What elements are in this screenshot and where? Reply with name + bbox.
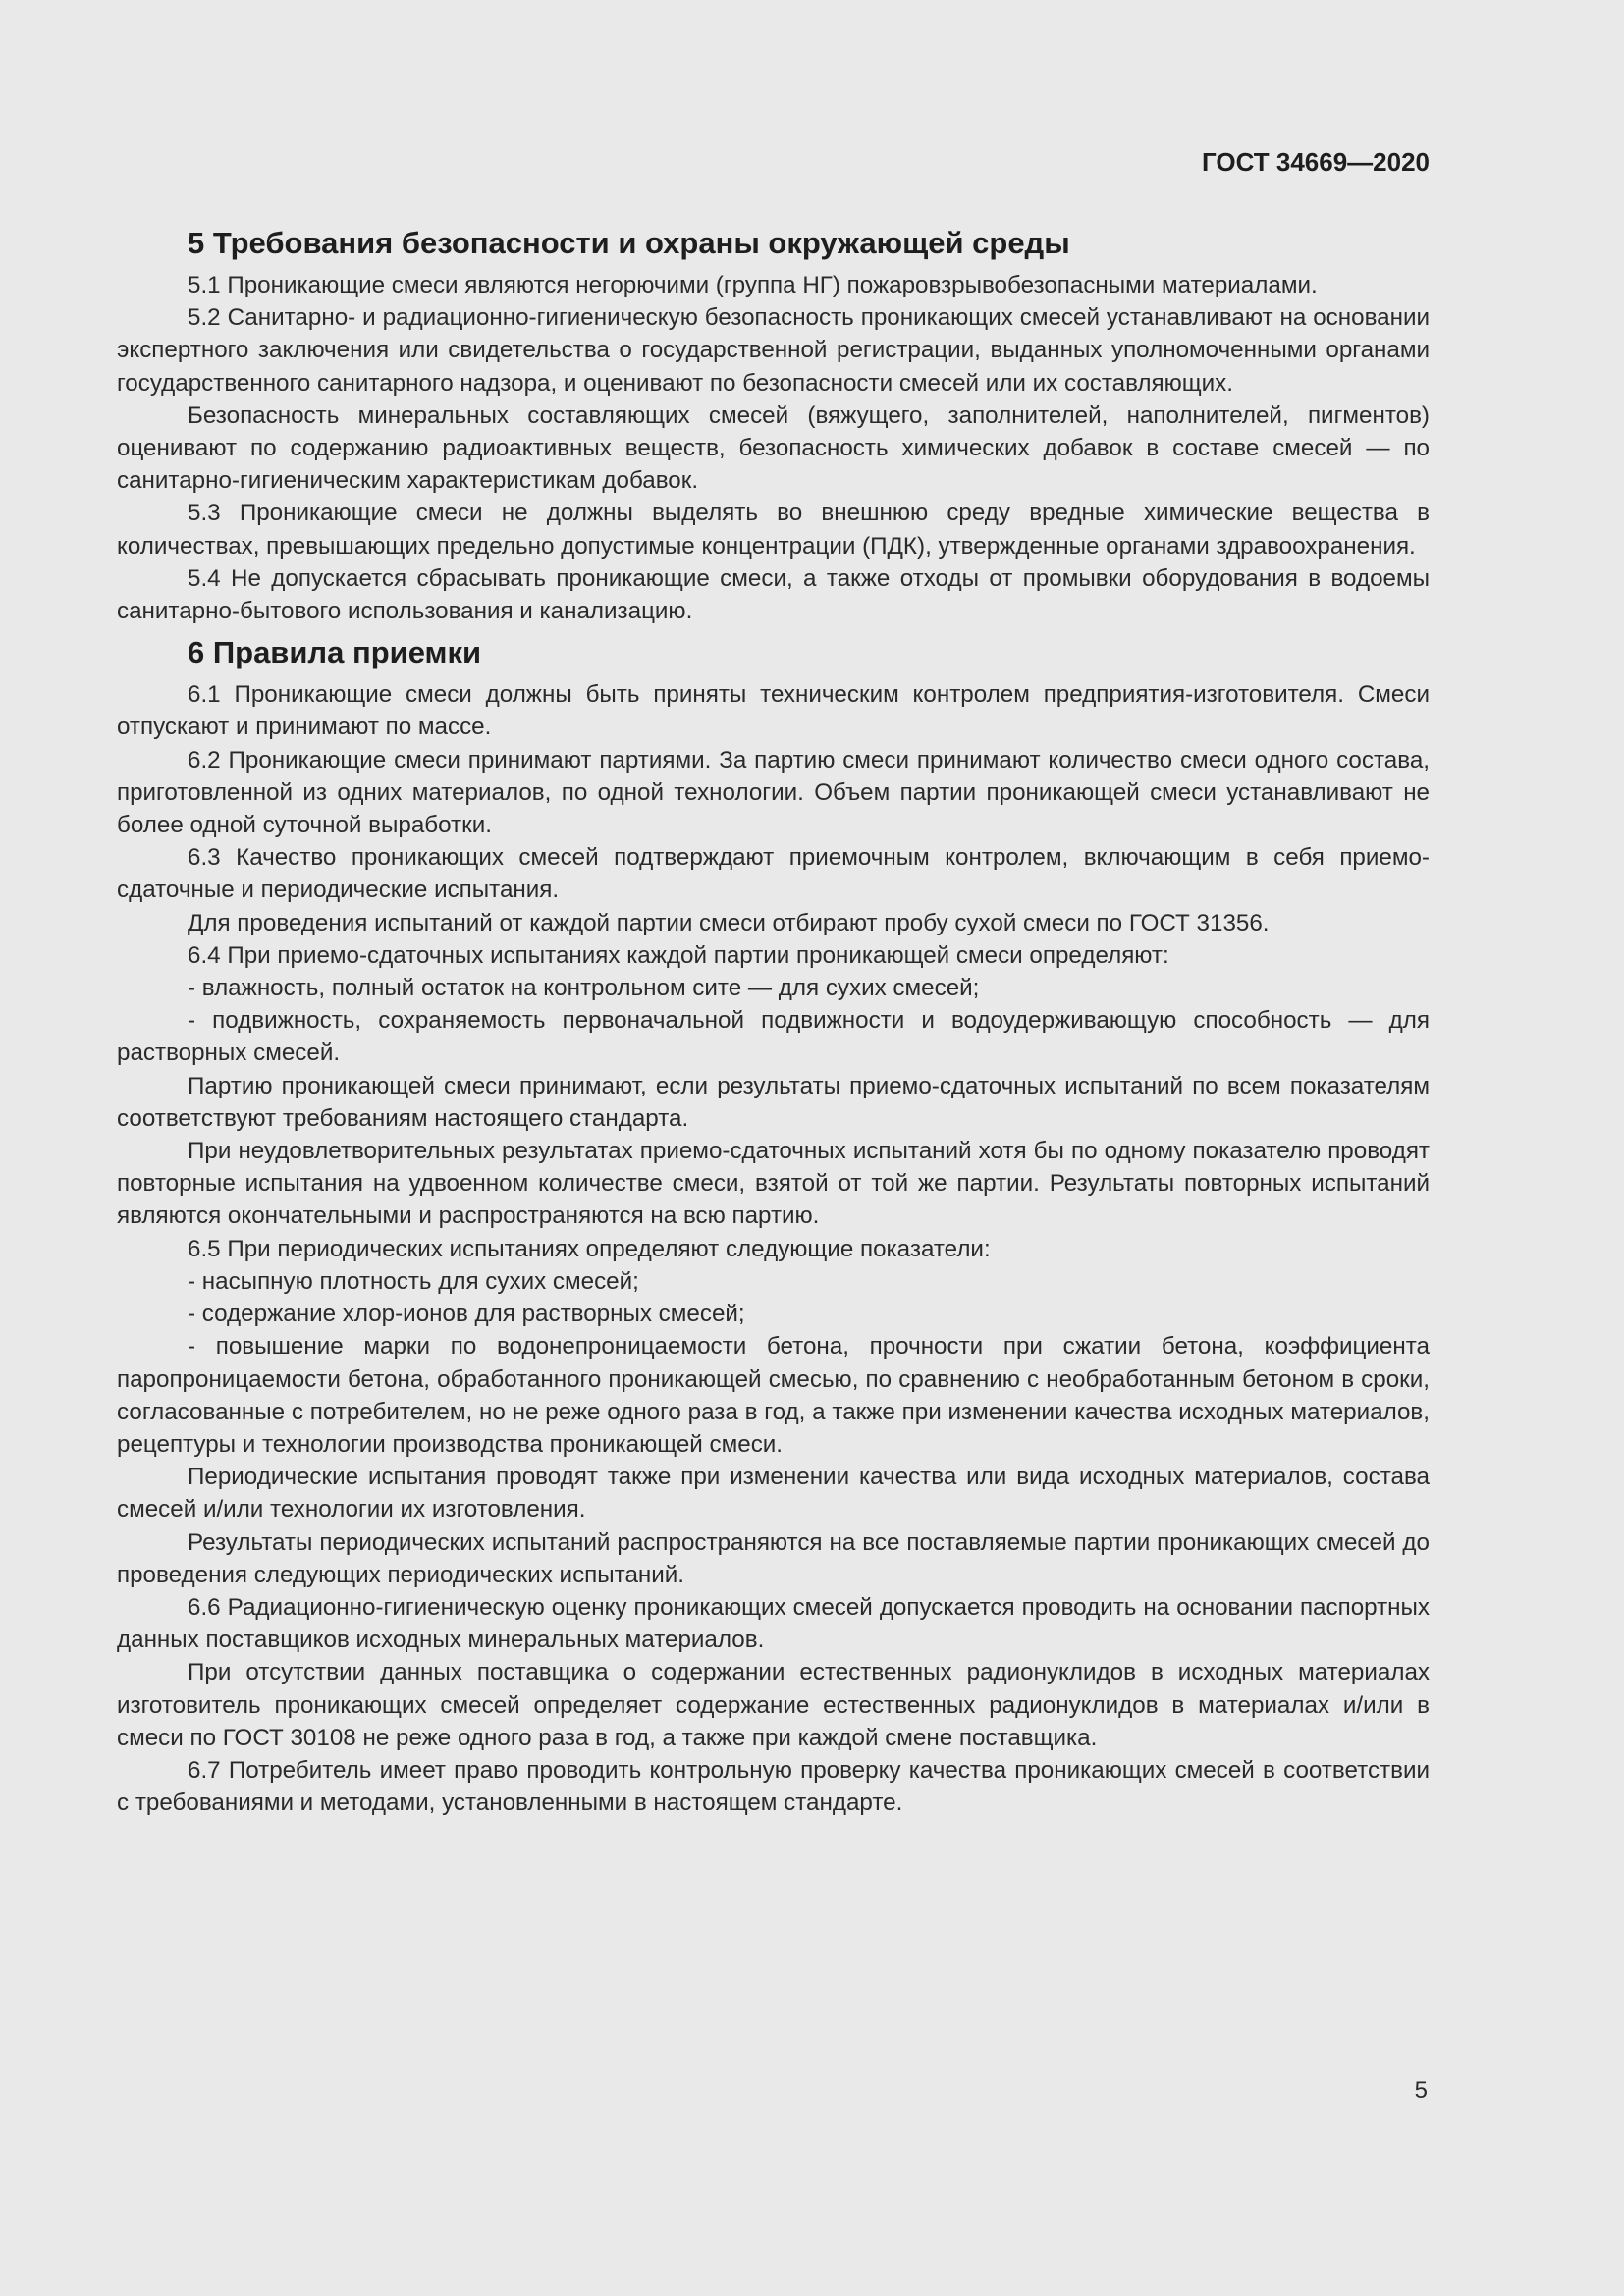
paragraph-5-3: 5.3 Проникающие смеси не должны выделять во внешнюю среду вредные химические вещества в количествах, превышающих предельно допустимые концентрации (ПДК), утвержденные органами здравоохранения. [117, 500, 1430, 560]
paragraph-6-6-radionuclides: При отсутствии данных поставщика о содержании естественных радионуклидов в исходных материалах изготовитель проникающих смесей определяет содержание естественных радионуклидов в материалах и/или в смеси по ГОСТ 30108 не реже одного раза в год, а также при каждой смене поставщика. [117, 1659, 1430, 1751]
list-item-6-4-mortar: - подвижность, сохраняемость первоначальной подвижности и водоудерживающую способность — для растворных смесей. [117, 1007, 1430, 1067]
paragraph-6-5: 6.5 При периодических испытаниях определяют следующие показатели: [188, 1235, 991, 1262]
section-6-body [117, 678, 1430, 1819]
paragraph-6-1: 6.1 Проникающие смеси должны быть приняты техническим контролем предприятия-изготовителя. Смеси отпускают и принимают по массе. [117, 681, 1430, 741]
paragraph-6-3: 6.3 Качество проникающих смесей подтверждают приемочным контролем, включающим в себя приемо-сдаточные и периодические испытания. [117, 844, 1430, 904]
paragraph-6-6: 6.6 Радиационно-гигиеническую оценку проникающих смесей допускается проводить на основании паспортных данных поставщиков исходных минеральных материалов. [117, 1593, 1430, 1654]
list-item-6-5-waterproof: - повышение марки по водонепроницаемости бетона, прочности при сжатии бетона, коэффициента паропроницаемости бетона, обработанного проникающей смесью, по сравнению с необработанным бетоном в сроки, согласованные с потребителем, но не реже одного раза в год, а также при изменении качества исходных материалов, рецептуры и технологии производства проникающей смеси. [117, 1333, 1430, 1458]
paragraph-5-1: 5.1 Проникающие смеси являются негорючими (группа НГ) пожаровзрывобезопасными материалами. [188, 272, 1318, 298]
section-5-heading: 5 Требования безопасности и охраны окружающей среды [188, 226, 1070, 260]
paragraph-5-4: 5.4 Не допускается сбрасывать проникающие смеси, а также отходы от промывки оборудования в водоемы санитарно-бытового использования и канализацию. [117, 564, 1430, 625]
list-item-6-5-chloride: - содержание хлор-ионов для растворных смесей; [188, 1301, 745, 1328]
paragraph-6-4-acceptance: Партию проникающей смеси принимают, если результаты приемо-сдаточных испытаний по всем показателям соответствуют требованиям настоящего стандарта. [117, 1072, 1430, 1132]
paragraph-6-5-periodic-change: Периодические испытания проводят также при изменении качества или вида исходных материалов, состава смесей и/или технологии их изготовления. [117, 1464, 1430, 1523]
paragraph-6-4: 6.4 При приемо-сдаточных испытаниях каждой партии проникающей смеси определяют: [188, 941, 1169, 969]
paragraph-5-2: 5.2 Санитарно- и радиационно-гигиеническую безопасность проникающих смесей устанавливают на основании экспертного заключения или свидетельства о государственной регистрации, выданных уполномоченными органами государственного санитарного надзора, и оценивают по безопасности смесей или их составляющих. [117, 304, 1430, 397]
paragraph-5-2-mineral: Безопасность минеральных составляющих смесей (вяжущего, заполнителей, наполнителей, пигментов) оценивают по содержанию радиоактивных веществ, безопасность химических добавок в составе смесей — по санитарно-гигиеническим характеристикам добавок. [117, 401, 1430, 495]
paragraph-6-3-sampling: Для проведения испытаний от каждой партии смеси отбирают пробу сухой смеси по ГОСТ 31356. [188, 909, 1270, 936]
paragraph-6-2: 6.2 Проникающие смеси принимают партиями. За партию смеси принимают количество смеси одного состава, приготовленной из одних материалов, по одной технологии. Объем партии проникающей смеси устанавливают не более одной суточной выработки. [117, 746, 1430, 839]
list-item-6-4-dry: - влажность, полный остаток на контрольном сите — для сухих смесей; [188, 975, 980, 1002]
paragraph-6-5-periodic-results: Результаты периодических испытаний распространяются на все поставляемые партии проникающих смесей до проведения следующих периодических испытаний. [117, 1528, 1430, 1588]
paragraph-6-4-retest: При неудовлетворительных результатах приемо-сдаточных испытаний хотя бы по одному показателю проводят повторные испытания на удвоенном количестве смеси, взятой от той же партии. Результаты повторных испытаний являются окончательными и распространяются на всю партию. [117, 1138, 1430, 1230]
list-item-6-5-density: - насыпную плотность для сухих смесей; [188, 1267, 639, 1295]
paragraph-6-7: 6.7 Потребитель имеет право проводить контрольную проверку качества проникающих смесей в соответствии с требованиями и методами, установленными в настоящем стандарте. [117, 1756, 1430, 1817]
section-5-body [117, 269, 1430, 627]
page-content [117, 218, 1430, 1819]
document-number: ГОСТ 34669—2020 [1202, 147, 1430, 177]
section-6-heading: 6 Правила приемки [188, 635, 482, 670]
page-number: 5 [1414, 2077, 1428, 2104]
